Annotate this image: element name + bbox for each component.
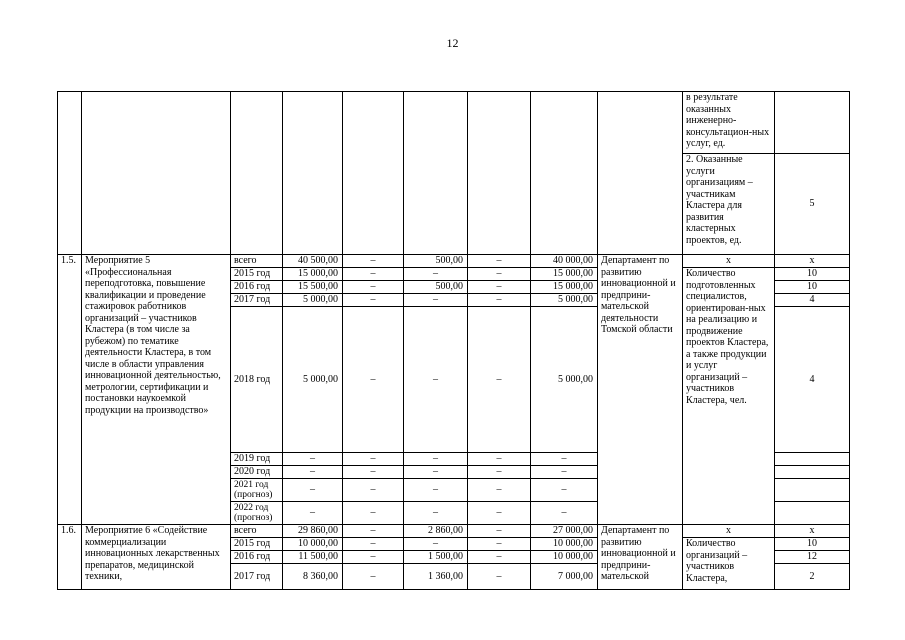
year-cell: 2017 год [231,564,283,590]
amount-cell: – [531,453,598,466]
cont-executor-cell [598,92,683,255]
row-1-5-num: 1.5. [58,255,82,525]
amount-cell: 500,00 [404,255,468,268]
value-cell: х [775,525,850,538]
value-cell: 10 [775,268,850,281]
amount-cell: 2 860,00 [404,525,468,538]
row-1-5-indicator: Количество подготовленных специалистов, ориентирован-ных на реализацию и продвижение проектов Кластера, а также продукции и услуг организаций – участников Кластера, чел. [683,268,775,525]
amount-cell: – [343,307,404,453]
cont-year-cell [231,92,283,255]
total-cell: 40 500,00 [283,255,343,268]
row-1-6-executor: Департамент по развитию инновационной и предприни-мательской [598,525,683,590]
total-cell: 5 000,00 [283,294,343,307]
year-cell: 2021 год (прогноз) [231,479,283,502]
amount-cell: – [468,551,531,564]
total-cell: – [283,479,343,502]
amount-cell: 27 000,00 [531,525,598,538]
indicator-cell: х [683,525,775,538]
year-cell: 2016 год [231,281,283,294]
year-cell: всего [231,255,283,268]
amount-cell: – [343,453,404,466]
value-cell [775,479,850,502]
indicator-cell: х [683,255,775,268]
value-cell: 4 [775,294,850,307]
amount-cell: – [343,502,404,525]
total-cell: – [283,466,343,479]
value-cell: 2 [775,564,850,590]
year-cell: 2018 год [231,307,283,453]
cont-num-cell [58,92,82,255]
cont-value-2: 5 [775,154,850,255]
row-1-5-total [58,255,850,268]
amount-cell: – [343,538,404,551]
amount-cell: – [343,255,404,268]
value-cell: 10 [775,538,850,551]
year-cell: 2016 год [231,551,283,564]
total-cell: 11 500,00 [283,551,343,564]
amount-cell: 10 000,00 [531,551,598,564]
value-cell [775,453,850,466]
cont-c4-cell [531,92,598,255]
amount-cell: 500,00 [404,281,468,294]
total-cell: 10 000,00 [283,538,343,551]
amount-cell: – [468,281,531,294]
row-1-6-title: Мероприятие 6 «Содействие коммерциализации инновационных лекарственных препаратов, медицинской техники, [82,525,231,590]
amount-cell: 5 000,00 [531,307,598,453]
row-1-5-executor: Департамент по развитию инновационной и предприни-мательской деятельности Томской области [598,255,683,525]
amount-cell: – [468,307,531,453]
amount-cell: – [343,564,404,590]
amount-cell: – [468,525,531,538]
amount-cell: – [343,525,404,538]
cont-c1-cell [343,92,404,255]
amount-cell: – [468,466,531,479]
year-cell: 2017 год [231,294,283,307]
value-cell: 4 [775,307,850,453]
amount-cell: 1 360,00 [404,564,468,590]
year-cell: 2015 год [231,538,283,551]
amount-cell: – [404,453,468,466]
amount-cell: – [404,502,468,525]
row-1-5-title: Мероприятие 5 «Профессиональная переподготовка, повышение квалификации и проведение стажировок работников организаций – участников Кластера (в том числе за рубежом) по тематике деятельности Кластера, в том числе в области управления инновационной деятельностью, метрологии, сертификации и постановки наукоемкой продукции на производство» [82,255,231,525]
cont-value-1 [775,92,850,154]
year-cell: 2019 год [231,453,283,466]
amount-cell: – [468,538,531,551]
amount-cell: 7 000,00 [531,564,598,590]
cont-total-cell [283,92,343,255]
page-number: 12 [446,36,459,50]
amount-cell: – [531,479,598,502]
amount-cell: 5 000,00 [531,294,598,307]
amount-cell: – [531,466,598,479]
program-activities-table [57,91,850,590]
cont-c3-cell [468,92,531,255]
year-cell: всего [231,525,283,538]
amount-cell: – [468,564,531,590]
row-1-6-num: 1.6. [58,525,82,590]
amount-cell: – [404,268,468,281]
year-cell: 2015 год [231,268,283,281]
amount-cell: – [404,294,468,307]
year-cell: 2022 год (прогноз) [231,502,283,525]
amount-cell: – [404,538,468,551]
amount-cell: – [343,551,404,564]
value-cell: 12 [775,551,850,564]
value-cell: 10 [775,281,850,294]
year-cell: 2020 год [231,466,283,479]
amount-cell: – [531,502,598,525]
row-1-6-total [58,525,850,538]
amount-cell: – [404,307,468,453]
value-cell [775,466,850,479]
amount-cell: 15 000,00 [531,281,598,294]
cont-c2-cell [404,92,468,255]
total-cell: 5 000,00 [283,307,343,453]
total-cell: 8 360,00 [283,564,343,590]
continuation-row-1 [58,92,850,154]
total-cell: 15 000,00 [283,268,343,281]
amount-cell: – [343,281,404,294]
amount-cell: – [343,479,404,502]
amount-cell: – [468,268,531,281]
amount-cell: 1 500,00 [404,551,468,564]
row-1-6-indicator: Количество организаций – участников Кластера, [683,538,775,590]
amount-cell: 15 000,00 [531,268,598,281]
total-cell: 29 860,00 [283,525,343,538]
total-cell: – [283,453,343,466]
amount-cell: – [468,479,531,502]
amount-cell: – [343,294,404,307]
amount-cell: 40 000,00 [531,255,598,268]
cont-title-cell [82,92,231,255]
cont-indicator-2: 2. Оказанные услуги организациям – участникам Кластера для развития кластерных проектов, ед. [683,154,775,255]
amount-cell: 10 000,00 [531,538,598,551]
cont-indicator-1: в результате оказанных инженерно-консультацион-ных услуг, ед. [683,92,775,154]
amount-cell: – [468,502,531,525]
amount-cell: – [468,294,531,307]
amount-cell: – [404,466,468,479]
amount-cell: – [468,255,531,268]
amount-cell: – [404,479,468,502]
value-cell: х [775,255,850,268]
indicator-cell [775,502,850,525]
amount-cell: – [343,466,404,479]
amount-cell: – [468,453,531,466]
total-cell: – [283,502,343,525]
amount-cell: – [343,268,404,281]
total-cell: 15 500,00 [283,281,343,294]
